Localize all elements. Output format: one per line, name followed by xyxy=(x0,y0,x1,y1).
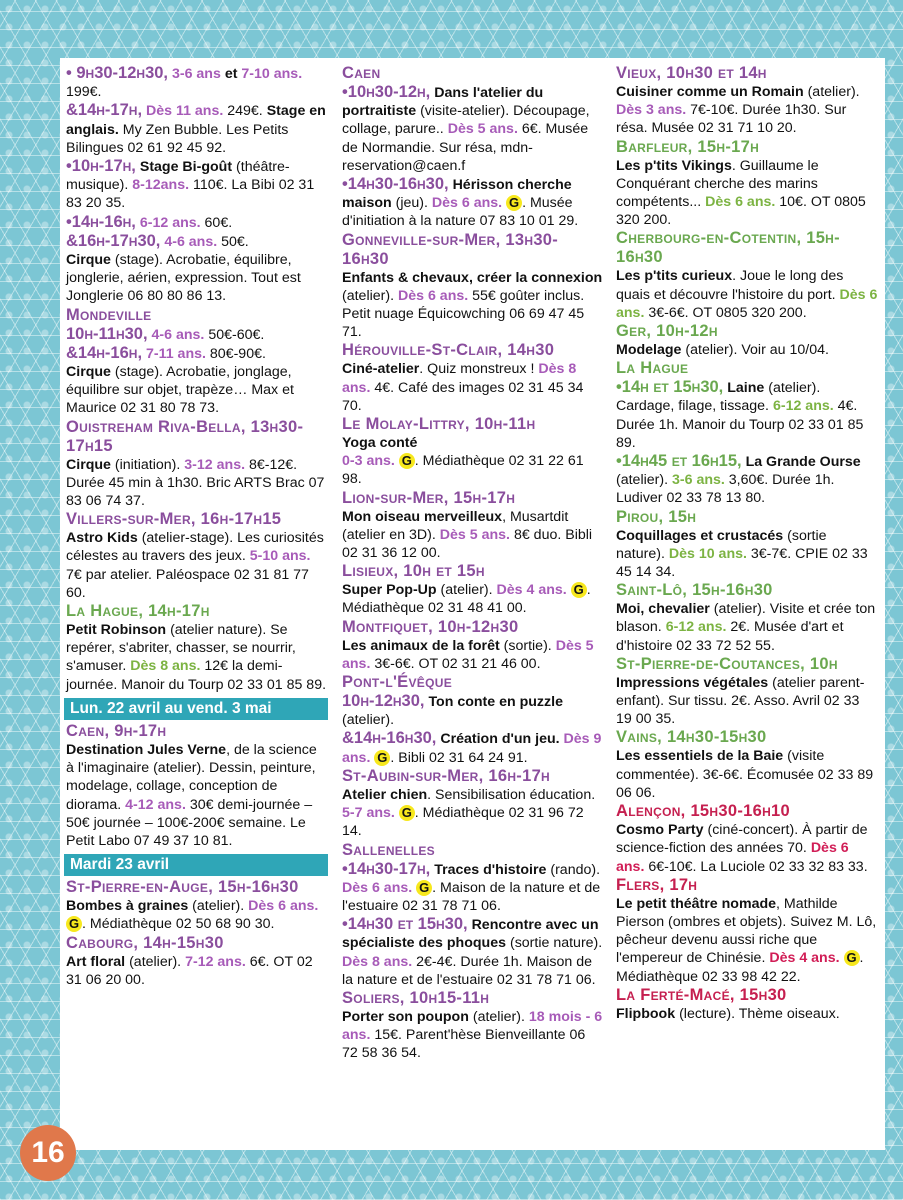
listing xyxy=(66,602,328,694)
listing xyxy=(66,213,328,232)
age: Dès 11 ans. xyxy=(146,103,224,120)
place-heading: Lion-sur-Mer, 15h-17h xyxy=(342,488,516,507)
activity-title: Astro Kids xyxy=(66,530,138,547)
activity-title: Laine xyxy=(727,380,765,397)
free-badge: G xyxy=(374,750,390,766)
age: 3-6 ans. xyxy=(672,472,725,489)
listing xyxy=(342,841,604,916)
listing xyxy=(342,618,604,673)
time: 10h-11h30, xyxy=(66,324,148,343)
place-heading: St-Aubin-sur-Mer, 16h-17h xyxy=(342,766,551,785)
age: Dès 6 ans. xyxy=(248,898,319,915)
listing xyxy=(66,722,328,850)
details: 3€-6€. OT 02 31 21 46 00. xyxy=(374,655,541,672)
age: 8-12ans. xyxy=(132,177,190,194)
details: 110€. La Bibi 02 31 83 20 35. xyxy=(66,177,315,212)
activity-title: Rencontre avec un spécialiste des phoques xyxy=(342,917,599,952)
activity-title: Les p'tits Vikings xyxy=(616,157,732,174)
place-heading: Le Molay-Littry, 10h-11h xyxy=(342,415,536,434)
listing xyxy=(66,510,328,602)
time: &16h-17h30, xyxy=(66,231,161,250)
place-heading: Barfleur, 15h-17h xyxy=(616,137,760,156)
place-heading: La Hague, 14h-17h xyxy=(66,602,210,621)
age: Dès 6 ans. xyxy=(705,194,776,211)
details: 199€. xyxy=(66,84,102,101)
details: 2€. Musée d'art et d'histoire 02 33 72 52 55. xyxy=(616,619,844,654)
time: 10h-12h30, xyxy=(342,692,425,711)
listing xyxy=(66,251,328,306)
age: Dès 6 ans. xyxy=(431,195,503,212)
activity-title: Flipbook xyxy=(616,1005,676,1022)
activity-title: Modelage xyxy=(616,342,682,359)
details: (théâtre-musique). xyxy=(66,159,290,194)
place-heading: Sallenelles xyxy=(342,840,435,859)
free-badge: G xyxy=(416,880,432,896)
details: 8€ duo. Bibli 02 31 36 12 00. xyxy=(342,526,593,562)
place-heading: Soliers, 10h15-11h xyxy=(342,988,490,1007)
free-badge: G xyxy=(506,195,522,211)
activity-title: La Grande Ourse xyxy=(745,454,861,471)
listing xyxy=(616,986,878,1023)
listing xyxy=(66,306,328,344)
activity-title: Le petit théâtre nomade xyxy=(616,895,777,912)
details: (jeu). xyxy=(395,195,428,212)
price: 249€. xyxy=(227,103,263,120)
time: &14h-16h30, xyxy=(342,729,437,748)
details: 6€. Musée de Normandie. Sur résa, mdn-reservation@caen.f xyxy=(342,121,589,174)
details: , Musartdit (atelier en 3D). xyxy=(342,508,569,543)
details: (atelier nature). Se repérer, s'abriter, chasser, se nourrir, s'amuser. xyxy=(66,622,296,675)
details: (atelier). Cardage, filage, tissage. xyxy=(616,380,821,415)
activity-title: Dans l'atelier du portraitiste xyxy=(342,85,544,120)
listing xyxy=(616,728,878,802)
place-heading: Vains, 14h30-15h30 xyxy=(616,728,767,747)
activity-title: Enfants & chevaux, créer la connexion xyxy=(342,269,603,286)
free-badge: G xyxy=(399,805,415,821)
age: 7-10 ans. xyxy=(241,66,303,82)
details: . Joue le long des quais et découvre l'histoire du port. xyxy=(616,268,844,303)
activity-title: Les animaux de la forêt xyxy=(342,637,500,654)
details: . Quiz monstreux ! xyxy=(419,361,535,378)
date-banner: Mardi 23 avril xyxy=(64,854,328,876)
details: (atelier-stage). Les curiosités célestes au travers des jeux. xyxy=(66,530,324,565)
activity-title: Les p'tits curieux xyxy=(616,268,733,285)
place-heading: Lisieux, 10h et 15h xyxy=(342,562,485,581)
age: Dès 6 ans. xyxy=(616,840,849,875)
activity-title: Destination Jules Verne xyxy=(66,741,227,758)
activity-title: Mon oiseau merveilleux xyxy=(342,508,503,525)
age: Dès 4 ans. xyxy=(769,950,840,967)
details: (atelier). xyxy=(472,1008,525,1025)
details: (stage). Acrobatie, jonglage, équilibre sur objet, trapèze… Max et Maurice 02 31 80 78 73. xyxy=(66,364,294,417)
details: 7€-10€. Durée 1h30. Sur résa. Musée 02 31 71 10 20. xyxy=(616,102,847,137)
details: , Mathilde Pierson (ombres et objets). Suivez M. Lô, pêcheur devenu aussi riche que l'empereur de Chinésie. xyxy=(616,895,877,967)
page-number-badge: 16 xyxy=(20,1125,76,1181)
free-badge: G xyxy=(844,950,860,966)
details: 80€-90€. xyxy=(209,345,266,362)
time: •10h30-12h, xyxy=(342,83,431,101)
activity-title: Cirque xyxy=(66,364,111,381)
place-heading: Hérouville-St-Clair, 14h30 xyxy=(342,341,555,360)
age: Dès 5 ans. xyxy=(447,121,518,138)
page-panel xyxy=(60,58,885,1150)
listing xyxy=(616,876,878,986)
details: 4€. Café des images 02 31 45 34 70. xyxy=(342,379,584,414)
details: 4€. Durée 1h. Manoir du Tourp 02 33 01 85 89. xyxy=(616,398,864,451)
activity-title: Bombes à graines xyxy=(66,898,189,915)
details: (visite commentée). 3€-6€. Écomusée 02 33 89 06 06. xyxy=(616,748,874,801)
details: 50€. xyxy=(221,233,249,250)
details: 50€-60€. xyxy=(208,326,265,343)
listing xyxy=(616,138,878,230)
listing xyxy=(66,363,328,418)
age: Dès 5 ans. xyxy=(342,637,594,672)
place-heading: Ger, 10h-12h xyxy=(616,322,718,341)
details: 3€-6€. OT 0805 320 200. xyxy=(648,304,807,321)
activity-title: Création d'un jeu. xyxy=(440,731,560,748)
place-heading: Flers, 17h xyxy=(616,875,698,894)
details: (stage). Acrobatie, équilibre, jonglerie, aérien, expression. Tout est Jonglerie 06 80 80 86 13. xyxy=(66,252,301,305)
age: 7-11 ans. xyxy=(146,345,206,362)
place-heading: Cabourg, 14h-15h30 xyxy=(66,933,224,952)
age: 6-12 ans. xyxy=(139,214,201,231)
place-heading: Montfiquet, 10h-12h30 xyxy=(342,617,519,636)
time: •14h et 15h30, xyxy=(616,378,724,397)
age: 5-10 ans. xyxy=(249,548,311,565)
details: (atelier). xyxy=(129,953,182,970)
place-heading: Cherbourg-en-Cotentin, 15h-16h30 xyxy=(616,229,840,267)
details: 6€-10€. La Luciole 02 33 32 83 33. xyxy=(648,858,868,875)
details: 3€-7€. CPIE 02 33 45 14 34. xyxy=(616,545,868,581)
listing xyxy=(342,673,604,729)
listing xyxy=(66,157,328,213)
time: &14h-16h, xyxy=(66,343,143,362)
details: (sortie nature). xyxy=(509,935,603,952)
age: Dès 8 ans. xyxy=(342,953,413,970)
activity-title: Cosmo Party xyxy=(616,822,704,839)
age: 4-12 ans. xyxy=(125,796,186,813)
listing xyxy=(616,581,878,655)
place-heading: Pont-l'Évêque xyxy=(342,673,453,692)
listing xyxy=(342,767,604,841)
activity-title: Stage Bi-goût xyxy=(139,159,233,176)
listing xyxy=(342,415,604,489)
place-heading: La Hague xyxy=(616,359,689,378)
age: Dès 6 ans. xyxy=(398,287,469,304)
age: Dès 6 ans. xyxy=(342,879,413,896)
age: 3-6 ans xyxy=(171,66,221,82)
listing xyxy=(66,878,328,933)
column-2 xyxy=(342,64,604,1063)
place-heading: Caen xyxy=(342,64,381,82)
details: 7€ par atelier. Paléospace 02 31 81 77 60. xyxy=(66,566,309,601)
listing xyxy=(342,562,604,617)
age: 6-12 ans. xyxy=(665,619,727,636)
age: Dès 4 ans. xyxy=(496,582,567,599)
activity-title: Hérisson cherche maison xyxy=(342,177,572,212)
activity-title: Yoga conté xyxy=(342,435,418,452)
time: • 9h30-12h30, xyxy=(66,64,169,82)
column-1 xyxy=(66,64,328,989)
activity-title: Cirque xyxy=(66,456,111,473)
listing xyxy=(342,175,604,231)
activity-title: Impressions végétales xyxy=(616,674,769,691)
age: 5-7 ans. xyxy=(342,805,395,822)
details: (ciné-concert). À partir de science-fiction des années 70. xyxy=(616,822,868,857)
details: 12€ la demi-journée. Manoir du Tourp 02 33 01 85 89. xyxy=(66,658,327,693)
details: . Bibli 02 31 64 24 91. xyxy=(390,749,528,766)
place-heading: Pirou, 15h xyxy=(616,507,697,526)
age: Dès 10 ans. xyxy=(668,545,747,562)
place-heading: Caen, 9h-17h xyxy=(66,721,167,740)
details: . Médiathèque 02 50 68 90 30. xyxy=(82,916,275,933)
column-3 xyxy=(616,64,878,1023)
details: (atelier). xyxy=(440,582,493,599)
age: 7-12 ans. xyxy=(185,953,246,970)
details: . Guillaume le Conquérant cherche des marins compétents... xyxy=(616,157,819,211)
age: Dès 8 ans. xyxy=(130,658,201,675)
time: •10h-17h, xyxy=(66,157,136,176)
activity-title: Petit Robinson xyxy=(66,622,167,639)
activity-title: Stage en anglais. xyxy=(66,103,326,138)
activity-title: Traces d'histoire xyxy=(434,861,547,878)
details: (atelier). xyxy=(342,287,395,304)
details: (atelier). xyxy=(192,898,245,915)
age: 3-12 ans. xyxy=(184,456,246,473)
activity-title: Coquillages et crustacés xyxy=(616,527,784,544)
activity-title: Cuisiner comme un Romain xyxy=(616,84,804,100)
listing xyxy=(616,229,878,322)
listing xyxy=(66,418,328,511)
age: 4-6 ans. xyxy=(151,326,205,343)
details: (initiation). xyxy=(114,456,181,473)
activity-title: Moi, chevalier xyxy=(616,601,710,618)
details: . Musée d'initiation à la nature 07 83 10 01 29. xyxy=(342,195,579,230)
listing xyxy=(66,344,328,363)
details: (atelier). xyxy=(616,472,669,489)
activity-title: Ciné-atelier xyxy=(342,361,420,378)
place-heading: St-Pierre-de-Coutances, 10h xyxy=(616,654,838,673)
activity-title: Art floral xyxy=(66,953,126,970)
details: (atelier). xyxy=(807,84,860,100)
age: 18 mois - 6 ans. xyxy=(342,1008,603,1044)
place-heading: Mondeville xyxy=(66,305,152,324)
free-badge: G xyxy=(399,453,415,469)
details: . Médiathèque 02 31 22 61 98. xyxy=(342,453,584,488)
listing xyxy=(616,452,878,508)
age: 6-12 ans. xyxy=(772,398,834,415)
activity-title: Ton conte en puzzle xyxy=(428,694,563,711)
time: •14h30-16h30, xyxy=(342,175,449,194)
place-heading: La Ferté-Macé, 15h30 xyxy=(616,985,787,1004)
details: . Sensibilisation éducation. xyxy=(427,786,596,803)
place-heading: St-Pierre-en-Auge, 15h-16h30 xyxy=(66,878,299,897)
details: 2€-4€. Durée 1h. Maison de la nature et de l'estuaire 02 31 78 71 06. xyxy=(342,953,596,988)
activity-title: Les essentiels de la Baie xyxy=(616,748,784,765)
listing xyxy=(342,341,604,415)
details: My Zen Bubble. Les Petits Bilingues 02 61 92 45 92. xyxy=(66,121,289,156)
listing xyxy=(616,322,878,359)
details: 10€. OT 0805 320 200. xyxy=(616,194,866,229)
place-heading: Vieux, 10h30 et 14h xyxy=(616,64,767,82)
place-heading: Ouistreham Riva-Bella, 13h30-17h15 xyxy=(66,417,304,455)
details: (visite-atelier). Découpage, collage, parure.. xyxy=(342,103,590,138)
details: . Maison de la nature et de l'estuaire 02 31 78 71 06. xyxy=(342,879,601,914)
details: (lecture). Thème oiseaux. xyxy=(679,1005,840,1022)
date-banner: Lun. 22 avril au vend. 3 mai xyxy=(64,698,328,720)
listing xyxy=(66,101,328,157)
age: Dès 5 ans. xyxy=(439,526,510,543)
listing xyxy=(342,989,604,1063)
time: &14h-17h, xyxy=(66,101,143,120)
activity-title: Atelier chien xyxy=(342,786,428,803)
details: (sortie nature). xyxy=(616,527,827,562)
place-heading: Alençon, 15h30-16h10 xyxy=(616,802,790,821)
free-badge: G xyxy=(571,582,587,598)
details: (atelier parent-enfant). Sur tissu. 2€. Asso. Avril 02 33 19 00 35. xyxy=(616,674,865,728)
free-badge: G xyxy=(66,916,82,932)
time: •14h-16h, xyxy=(66,212,136,231)
details: (atelier). Visite et crée ton blason. xyxy=(616,601,876,636)
activity-title: Porter son poupon xyxy=(342,1008,469,1025)
listing xyxy=(616,64,878,138)
details: 55€ goûter inclus. Petit nuage Équicowching 06 69 47 45 71. xyxy=(342,287,585,341)
details: . Médiathèque 02 31 48 41 00. xyxy=(342,582,591,617)
details: 8€-12€. Durée 45 min à 1h30. Bric ARTS Brac 07 83 06 74 37. xyxy=(66,456,325,510)
details: 3,60€. Durée 1h. Ludiver 02 33 78 13 80. xyxy=(616,472,835,507)
conjunction: et xyxy=(224,66,238,82)
time: •14h30-17h, xyxy=(342,859,431,878)
listing xyxy=(616,508,878,582)
age: 4-6 ans. xyxy=(164,233,218,250)
details: . Médiathèque 02 33 98 42 22. xyxy=(616,950,864,985)
place-heading: Villers-sur-Mer, 16h-17h15 xyxy=(66,510,282,529)
details: 15€. Parent'hèse Bienveillante 06 72 58 36 54. xyxy=(342,1027,586,1062)
place-heading: Saint-Lô, 15h-16h30 xyxy=(616,581,773,600)
listing xyxy=(342,915,604,989)
details: 60€. xyxy=(204,214,233,231)
listing xyxy=(66,232,328,251)
time: •14h30 et 15h30, xyxy=(342,915,468,934)
listing xyxy=(342,64,604,175)
age: Dès 3 ans. xyxy=(616,102,687,119)
listing xyxy=(342,231,604,342)
activity-title: Cirque xyxy=(66,252,111,269)
listing xyxy=(616,359,878,452)
place-heading: Gonneville-sur-Mer, 13h30-16h30 xyxy=(342,230,559,268)
listing xyxy=(616,802,878,876)
listing xyxy=(66,64,328,101)
listing xyxy=(66,934,328,989)
listing xyxy=(342,729,604,766)
age: 0-3 ans. xyxy=(342,453,395,470)
details: 30€ demi-journée – 50€ journée – 100€-200€ semaine. Le Petit Labo 07 49 37 10 81. xyxy=(66,796,313,849)
listing xyxy=(616,655,878,729)
details: (rando). xyxy=(550,861,601,878)
time: •14h45 et 16h15, xyxy=(616,452,742,471)
activity-title: Super Pop-Up xyxy=(342,582,437,599)
details: (atelier). Voir au 10/04. xyxy=(685,342,829,359)
details: . Médiathèque 02 31 96 72 14. xyxy=(342,805,584,840)
age: Dès 9 ans. xyxy=(342,731,602,766)
age: Dès 8 ans. xyxy=(342,361,577,396)
details: , de la science à l'imaginaire (atelier). Dessin, peinture, modelage, collage, conception de diorama. xyxy=(66,741,317,813)
listing xyxy=(342,489,604,563)
age: Dès 6 ans. xyxy=(616,286,878,321)
details: (sortie). xyxy=(503,637,552,654)
details: 6€. OT 02 31 06 20 00. xyxy=(66,953,313,988)
details: (atelier). xyxy=(342,712,395,729)
